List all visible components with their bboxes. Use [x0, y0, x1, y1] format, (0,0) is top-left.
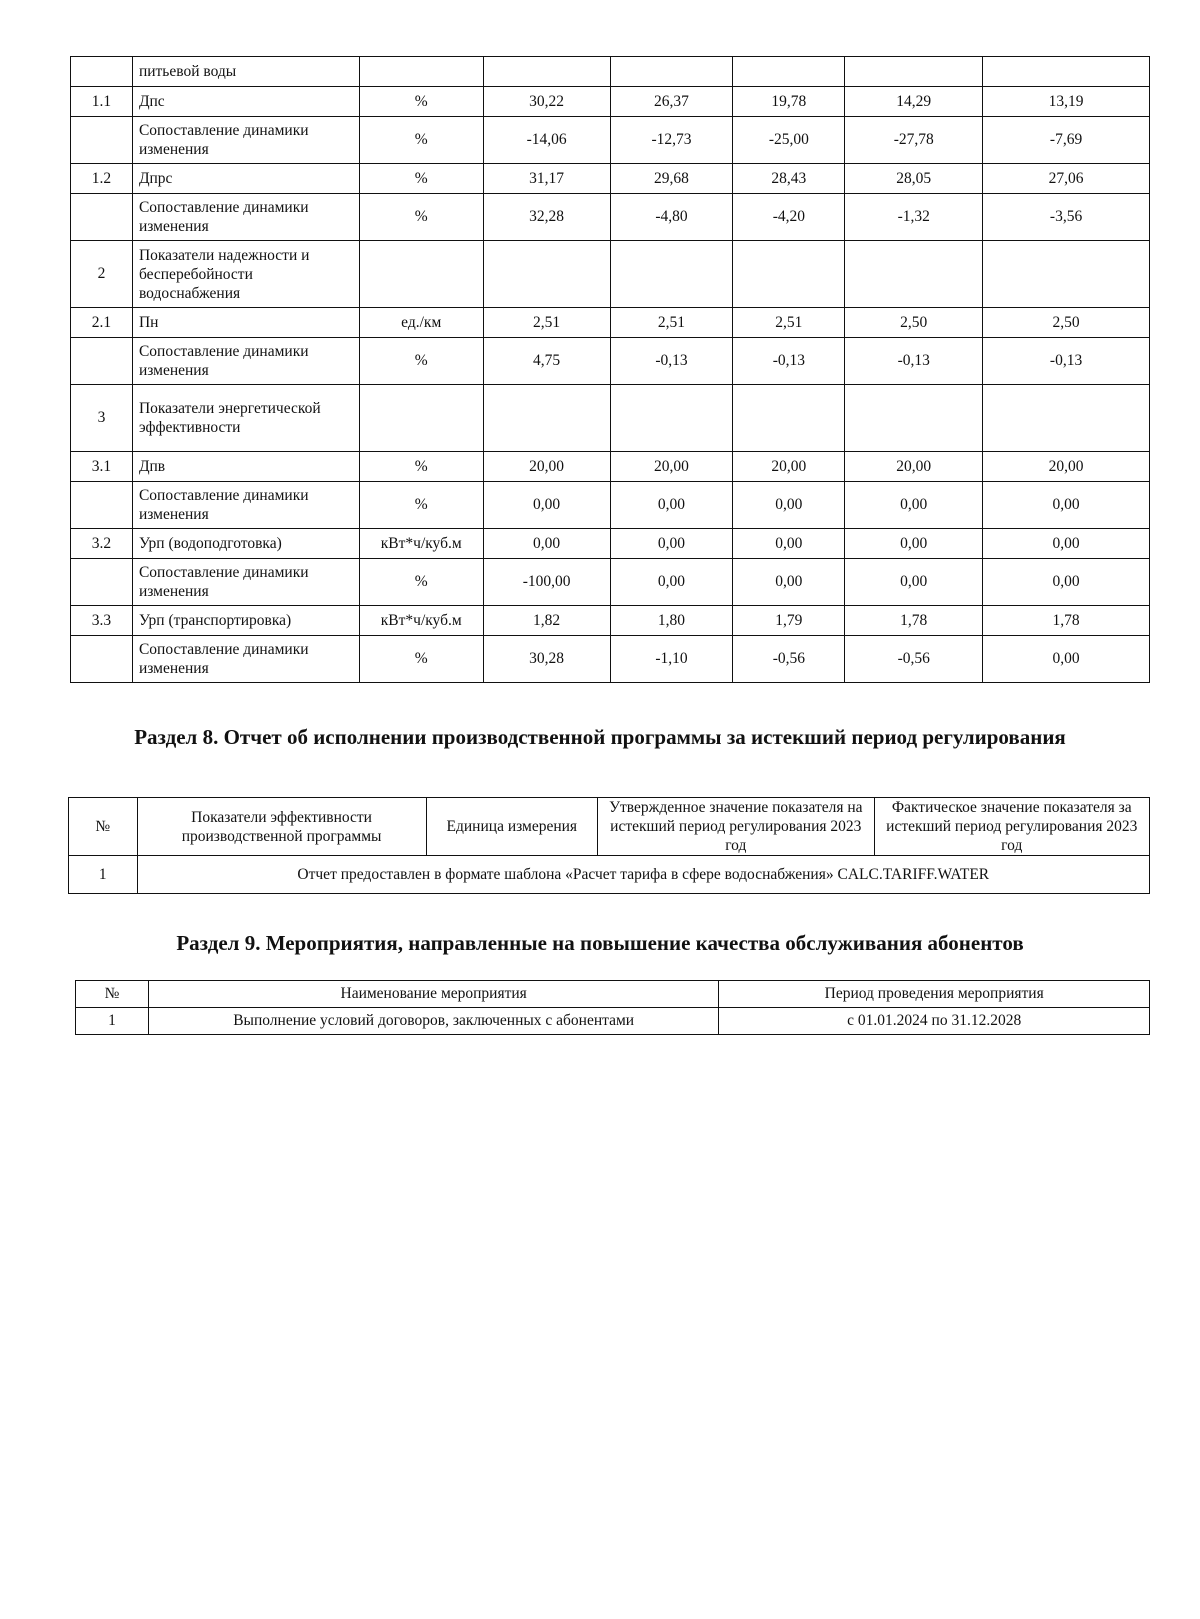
row-value: -1,32 [845, 194, 983, 241]
row-indicator-name: Пн [132, 308, 359, 338]
row-unit [359, 57, 483, 87]
row-value: 0,00 [610, 482, 733, 529]
row-value: -0,56 [845, 636, 983, 683]
row-number: 3.1 [71, 452, 133, 482]
row-value: 28,43 [733, 164, 845, 194]
row-value: 0,00 [733, 482, 845, 529]
table-row [71, 385, 1150, 452]
row-value: 32,28 [483, 194, 610, 241]
row-number [71, 559, 133, 606]
table-row [71, 194, 1150, 241]
row-number [71, 57, 133, 87]
section9-row-period: с 01.01.2024 по 31.12.2028 [719, 1008, 1150, 1035]
row-value: 0,00 [845, 529, 983, 559]
row-value [733, 241, 845, 308]
row-value: 0,00 [483, 482, 610, 529]
row-value [610, 385, 733, 452]
row-number: 1.2 [71, 164, 133, 194]
section9-row [76, 1008, 1150, 1035]
row-indicator-name: Сопоставление динамики изменения [132, 559, 359, 606]
table-row [71, 338, 1150, 385]
row-unit: кВт*ч/куб.м [359, 529, 483, 559]
row-value: 2,50 [845, 308, 983, 338]
row-indicator-name: Сопоставление динамики изменения [132, 338, 359, 385]
row-value: 13,19 [983, 87, 1150, 117]
row-value: 20,00 [610, 452, 733, 482]
row-value: -0,13 [845, 338, 983, 385]
row-value: 2,51 [483, 308, 610, 338]
section8-header-num: № [69, 798, 138, 856]
row-value: 27,06 [983, 164, 1150, 194]
row-value: 0,00 [845, 482, 983, 529]
row-value [845, 241, 983, 308]
row-indicator-name: Показатели энергетической эффективности [132, 385, 359, 452]
row-value: 0,00 [845, 559, 983, 606]
row-unit: % [359, 452, 483, 482]
row-value [983, 57, 1150, 87]
row-unit: ед./км [359, 308, 483, 338]
row-value: 1,80 [610, 606, 733, 636]
row-value: -0,56 [733, 636, 845, 683]
row-value: -0,13 [733, 338, 845, 385]
table-row [71, 559, 1150, 606]
row-value [483, 57, 610, 87]
row-value: 20,00 [733, 452, 845, 482]
table-row [71, 606, 1150, 636]
row-unit: кВт*ч/куб.м [359, 606, 483, 636]
row-value: 0,00 [983, 559, 1150, 606]
row-value: 31,17 [483, 164, 610, 194]
row-number [71, 194, 133, 241]
table-row [71, 452, 1150, 482]
row-value: 30,22 [483, 87, 610, 117]
row-value: 1,79 [733, 606, 845, 636]
section8-header-approved: Утвержденное значение показателя на истекший период регулирования 2023 год [598, 798, 874, 856]
row-unit: % [359, 482, 483, 529]
row-value: 0,00 [483, 529, 610, 559]
section9-header-row [76, 981, 1150, 1008]
row-indicator-name: питьевой воды [132, 57, 359, 87]
section8-header-row [69, 798, 1150, 856]
row-value: 0,00 [983, 482, 1150, 529]
row-unit [359, 385, 483, 452]
row-value: 4,75 [483, 338, 610, 385]
row-number: 3.2 [71, 529, 133, 559]
row-value: -12,73 [610, 117, 733, 164]
table-row [71, 164, 1150, 194]
row-indicator-name: Сопоставление динамики изменения [132, 636, 359, 683]
table-row [71, 57, 1150, 87]
row-value: 0,00 [610, 559, 733, 606]
row-value [845, 385, 983, 452]
row-unit: % [359, 194, 483, 241]
section8-title: Раздел 8. Отчет об исполнении производственной программы за истекший период регулирования [134, 725, 1066, 749]
row-value: -14,06 [483, 117, 610, 164]
row-indicator-name: Сопоставление динамики изменения [132, 194, 359, 241]
row-indicator-name: Сопоставление динамики изменения [132, 117, 359, 164]
section9-header-period: Период проведения мероприятия [719, 981, 1150, 1008]
table-row [71, 117, 1150, 164]
row-number [71, 338, 133, 385]
section8-row-num: 1 [69, 856, 138, 894]
row-number: 1.1 [71, 87, 133, 117]
row-value [610, 57, 733, 87]
row-value: 26,37 [610, 87, 733, 117]
row-unit: % [359, 117, 483, 164]
row-unit: % [359, 338, 483, 385]
row-value: 1,82 [483, 606, 610, 636]
section8-header-indicators: Показатели эффективности производственной программы [137, 798, 426, 856]
row-value: 0,00 [983, 529, 1150, 559]
row-unit: % [359, 636, 483, 683]
row-value [983, 385, 1150, 452]
row-number [71, 117, 133, 164]
section9-table [75, 980, 1150, 1035]
row-value: -0,13 [610, 338, 733, 385]
row-value [983, 241, 1150, 308]
section8-row [69, 856, 1150, 894]
row-indicator-name: Дпрс [132, 164, 359, 194]
row-indicator-name: Урп (водоподготовка) [132, 529, 359, 559]
row-value: 19,78 [733, 87, 845, 117]
section9-header-num: № [76, 981, 149, 1008]
section8-header-actual: Фактическое значение показателя за истекший период регулирования 2023 год [874, 798, 1149, 856]
row-indicator-name: Сопоставление динамики изменения [132, 482, 359, 529]
row-value [610, 241, 733, 308]
row-unit: % [359, 559, 483, 606]
row-value: 29,68 [610, 164, 733, 194]
row-value: 0,00 [983, 636, 1150, 683]
table-row [71, 241, 1150, 308]
row-value: -100,00 [483, 559, 610, 606]
section8-header-unit: Единица измерения [426, 798, 598, 856]
row-value: -4,80 [610, 194, 733, 241]
row-unit: % [359, 164, 483, 194]
row-value: 20,00 [483, 452, 610, 482]
row-value: 2,51 [733, 308, 845, 338]
table-row [71, 529, 1150, 559]
row-value: -1,10 [610, 636, 733, 683]
row-unit: % [359, 87, 483, 117]
row-number: 2.1 [71, 308, 133, 338]
row-value: 20,00 [983, 452, 1150, 482]
table-row [71, 308, 1150, 338]
row-value: 0,00 [733, 529, 845, 559]
row-value: -0,13 [983, 338, 1150, 385]
row-value: 30,28 [483, 636, 610, 683]
section9-row-name: Выполнение условий договоров, заключенных с абонентами [148, 1008, 718, 1035]
section9-header-name: Наименование мероприятия [148, 981, 718, 1008]
row-number: 2 [71, 241, 133, 308]
row-value: -4,20 [733, 194, 845, 241]
row-value [483, 385, 610, 452]
row-value: 28,05 [845, 164, 983, 194]
row-number [71, 482, 133, 529]
row-indicator-name: Показатели надежности и бесперебойности водоснабжения [132, 241, 359, 308]
row-number: 3.3 [71, 606, 133, 636]
table-row [71, 482, 1150, 529]
row-value: 14,29 [845, 87, 983, 117]
row-value: 1,78 [845, 606, 983, 636]
row-value: -27,78 [845, 117, 983, 164]
row-number: 3 [71, 385, 133, 452]
row-value: 20,00 [845, 452, 983, 482]
table-row [71, 87, 1150, 117]
row-indicator-name: Урп (транспортировка) [132, 606, 359, 636]
row-value [733, 385, 845, 452]
row-value: -7,69 [983, 117, 1150, 164]
section9-row-num: 1 [76, 1008, 149, 1035]
row-value: 2,51 [610, 308, 733, 338]
section8-table [68, 797, 1150, 894]
row-value: 1,78 [983, 606, 1150, 636]
section8-row-text: Отчет предоставлен в формате шаблона «Расчет тарифа в сфере водоснабжения» CALC.TARIFF.WATER [137, 856, 1149, 894]
indicators-table [70, 56, 1150, 683]
row-value: 0,00 [610, 529, 733, 559]
row-value [845, 57, 983, 87]
row-unit [359, 241, 483, 308]
section9-title: Раздел 9. Мероприятия, направленные на повышение качества обслуживания абонентов [176, 931, 1024, 955]
row-value: -25,00 [733, 117, 845, 164]
row-value [483, 241, 610, 308]
row-indicator-name: Дпв [132, 452, 359, 482]
table-row [71, 636, 1150, 683]
row-value: -3,56 [983, 194, 1150, 241]
row-number [71, 636, 133, 683]
row-value: 2,50 [983, 308, 1150, 338]
row-value: 0,00 [733, 559, 845, 606]
row-value [733, 57, 845, 87]
row-indicator-name: Дпс [132, 87, 359, 117]
